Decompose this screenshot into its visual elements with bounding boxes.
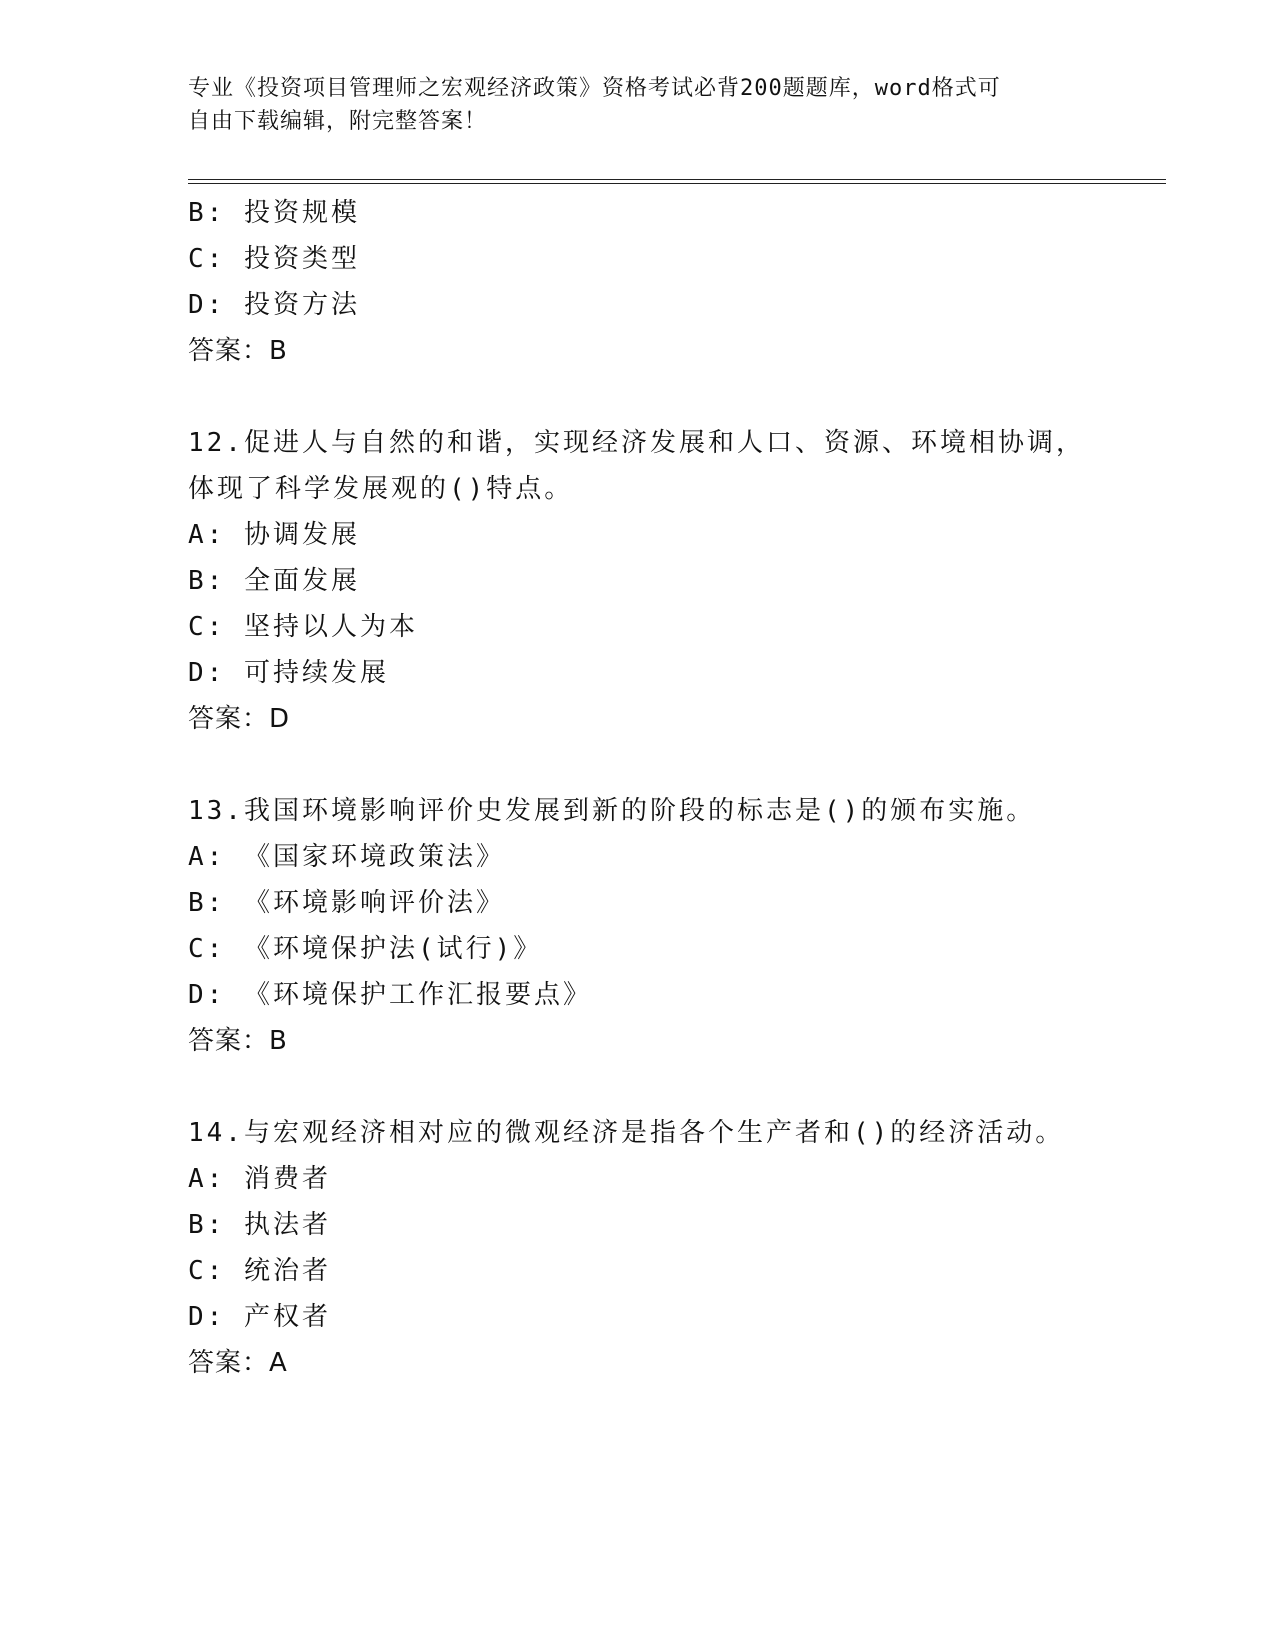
option-b: B: 全面发展: [188, 566, 360, 596]
question-text: 14.与宏观经济相对应的微观经济是指各个生产者和()的经济活动。: [188, 1118, 1065, 1148]
option-b: B: 执法者: [188, 1210, 331, 1240]
question-11-continued: [188, 190, 1118, 374]
answer-line: 答案：B: [188, 336, 288, 366]
answer-line: 答案：D: [188, 704, 291, 734]
page-header: [188, 72, 1068, 138]
option-d: D: 《环境保护工作汇报要点》: [188, 980, 592, 1010]
option-b: B: 《环境影响评价法》: [188, 888, 505, 918]
header-divider: [188, 179, 1166, 184]
question-14: [188, 1110, 1118, 1386]
option-d: D: 投资方法: [188, 290, 360, 320]
question-text: [188, 420, 1118, 512]
option-c: C: 《环境保护法(试行)》: [188, 934, 543, 964]
header-title-line-2: 自由下载编辑，附完整答案！: [188, 109, 488, 134]
option-c: C: 投资类型: [188, 244, 360, 274]
option-d: D: 产权者: [188, 1302, 331, 1332]
question-text: 13.我国环境影响评价史发展到新的阶段的标志是()的颁布实施。: [188, 796, 1036, 826]
option-d: D: 可持续发展: [188, 658, 389, 688]
header-title-line-1: 专业《投资项目管理师之宏观经济政策》资格考试必背200题题库，word格式可: [188, 76, 1001, 101]
option-c: C: 坚持以人为本: [188, 612, 418, 642]
option-a: A: 《国家环境政策法》: [188, 842, 505, 872]
question-13: [188, 788, 1118, 1064]
option-a: A: 消费者: [188, 1164, 331, 1194]
question-text-line-1: 12.促进人与自然的和谐，实现经济发展和人口、资源、环境相协调，: [188, 428, 1085, 458]
question-12: [188, 420, 1118, 742]
option-a: A: 协调发展: [188, 520, 360, 550]
answer-line: 答案：A: [188, 1348, 288, 1378]
question-text-line-2: 体现了科学发展观的()特点。: [188, 474, 574, 504]
option-b: B: 投资规模: [188, 198, 360, 228]
question-list: [188, 190, 1118, 1386]
answer-line: 答案：B: [188, 1026, 288, 1056]
option-c: C: 统治者: [188, 1256, 331, 1286]
